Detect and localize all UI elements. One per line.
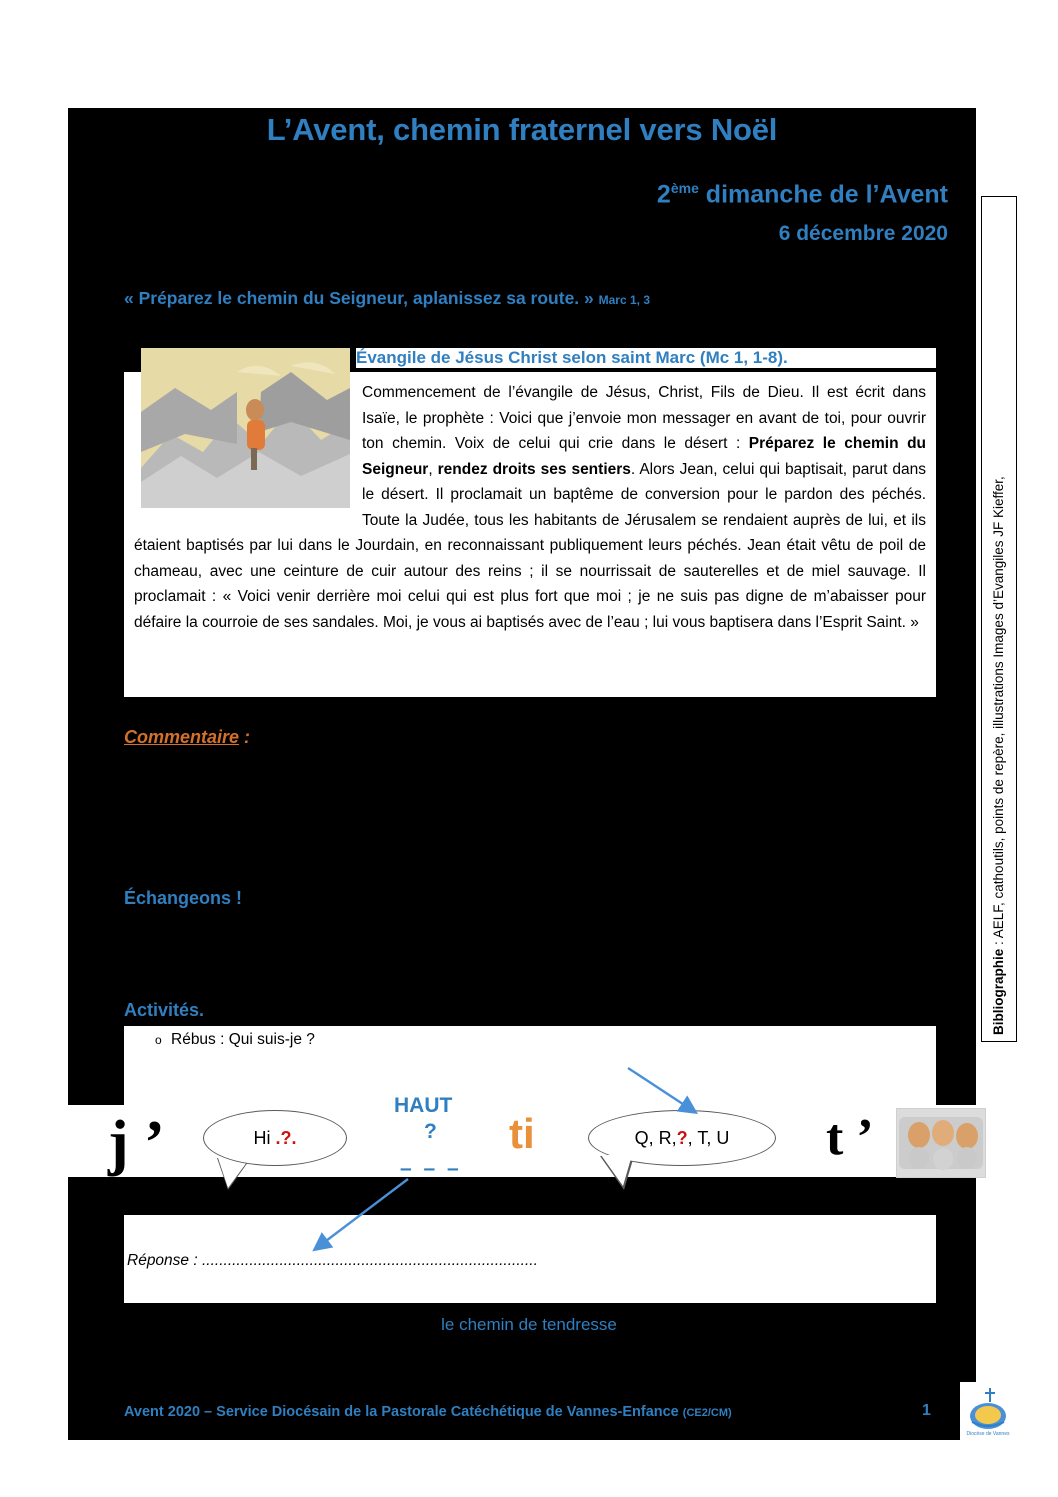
rebus-dashes: – – – xyxy=(400,1157,462,1180)
rebus-question-mark: ? xyxy=(424,1120,437,1143)
activites-heading: Activités. xyxy=(124,1000,205,1020)
bubble-2-question: ? xyxy=(676,1127,688,1148)
bibliography-sources: : AELF, cathoutils, points de repère, illustrations Images d’Evangiles JF Kieffer, xyxy=(991,476,1006,949)
reponse-line[interactable] xyxy=(127,1252,538,1270)
gospel-bold-1: Préparez le chemin du Seigneur xyxy=(362,435,926,478)
verse-line xyxy=(124,288,650,309)
bubble-2-post: , T, U xyxy=(687,1127,730,1148)
rebus-letter-t: t ’ xyxy=(826,1109,874,1166)
bubble-1-question: .?. xyxy=(275,1127,297,1148)
sunday-number: 2 xyxy=(656,180,671,209)
diocese-logo xyxy=(960,1382,1016,1440)
rebus-letter-j: j ’ xyxy=(108,1109,165,1177)
gospel-sep: , xyxy=(428,460,438,478)
page-number: 1 xyxy=(922,1402,931,1419)
footer-text xyxy=(124,1404,732,1420)
arrow-to-reponse xyxy=(300,1175,420,1255)
commentaire-label: Commentaire xyxy=(124,727,240,747)
reponse-blank: .............................................................................. xyxy=(197,1252,538,1269)
bibliography-sidebar xyxy=(981,196,1017,1042)
sunday-text: dimanche de l’Avent xyxy=(698,180,948,209)
rebus-haut-label: HAUT xyxy=(394,1094,453,1117)
echangeons-heading: Échangeons ! xyxy=(124,888,243,908)
gospel-illustration xyxy=(141,348,350,508)
svg-text:Diocèse de Vannes: Diocèse de Vannes xyxy=(966,1431,1010,1437)
rebus-syllable-ti: ti xyxy=(509,1110,535,1157)
bibliography-label: Bibliographie xyxy=(991,948,1006,1035)
date-line: 6 décembre 2020 xyxy=(778,222,948,245)
bubble-1-text: Hi xyxy=(253,1127,271,1148)
bibliography-text xyxy=(982,197,1016,1041)
page-title: L’Avent, chemin fraternel vers Noël xyxy=(266,112,778,147)
arrow-to-bubble-2 xyxy=(620,1062,730,1122)
bullet-marker-icon: o xyxy=(155,1033,162,1047)
gospel-bold-2: rendez droits ses sentiers xyxy=(437,460,631,478)
footer-level: (CE2/CM) xyxy=(682,1407,732,1419)
gospel-heading: Évangile de Jésus Christ selon saint Marc (Mc 1, 1-8). xyxy=(356,348,936,368)
bubble-2-pre: Q, R, xyxy=(634,1127,677,1148)
verse-reference: Marc 1, 3 xyxy=(598,293,651,307)
verse-text: « Préparez le chemin du Seigneur, aplanissez sa route. » xyxy=(124,288,594,308)
sunday-subtitle xyxy=(657,180,948,209)
gospel-paragraph-part2: . Alors Jean, celui qui baptisait, parut dans le désert. Il proclamait un baptême de conversion pour le pardon des péchés. Toute la Judée, tous les habitants de Jérusalem se rendaient auprès de lui, et ils étaient baptisés par lui dans le Jourdain, en reconnaissant publiquement leurs péchés. Jean était vêtu de poil de chameau, avec une ceinture de cuir autour des reins ; il se nourrissait de sauterelles et de miel sauvage. Il proclamait : « Voici venir derrière moi celui qui est plus fort que moi ; je ne suis pas digne de m’abaisser pour défaire la courroie de ses sandales. Moi, je vous ai baptisés avec de l’eau ; lui vous baptisera dans l’Esprit Saint. » xyxy=(134,460,926,631)
commentaire-colon: : xyxy=(239,727,251,747)
speech-bubble-1 xyxy=(203,1110,347,1166)
egg-box-image xyxy=(896,1108,986,1178)
sunday-ordinal-suffix: ème xyxy=(670,180,699,196)
reponse-label: Réponse : xyxy=(127,1252,198,1269)
rebus-bullet-item xyxy=(155,1031,315,1049)
speech-bubble-2-tail xyxy=(601,1155,632,1186)
commentaire-heading xyxy=(124,727,250,748)
gospel-paragraph-part1: Commencement de l’évangile de Jésus, Christ, Fils de Dieu. Il est écrit dans Isaïe, le prophète : Voici que j’envoie mon messager en avant de toi, pour ouvrir ton chemin. Voix de celui qui crie dans le désert : xyxy=(362,384,926,452)
footer-main: Avent 2020 – Service Diocésain de la Pastorale Catéchétique de Vannes-Enfance xyxy=(124,1404,679,1420)
rebus-bullet-label: Rébus : Qui suis-je ? xyxy=(171,1031,315,1048)
answer-caption: le chemin de tendresse xyxy=(441,1315,617,1334)
